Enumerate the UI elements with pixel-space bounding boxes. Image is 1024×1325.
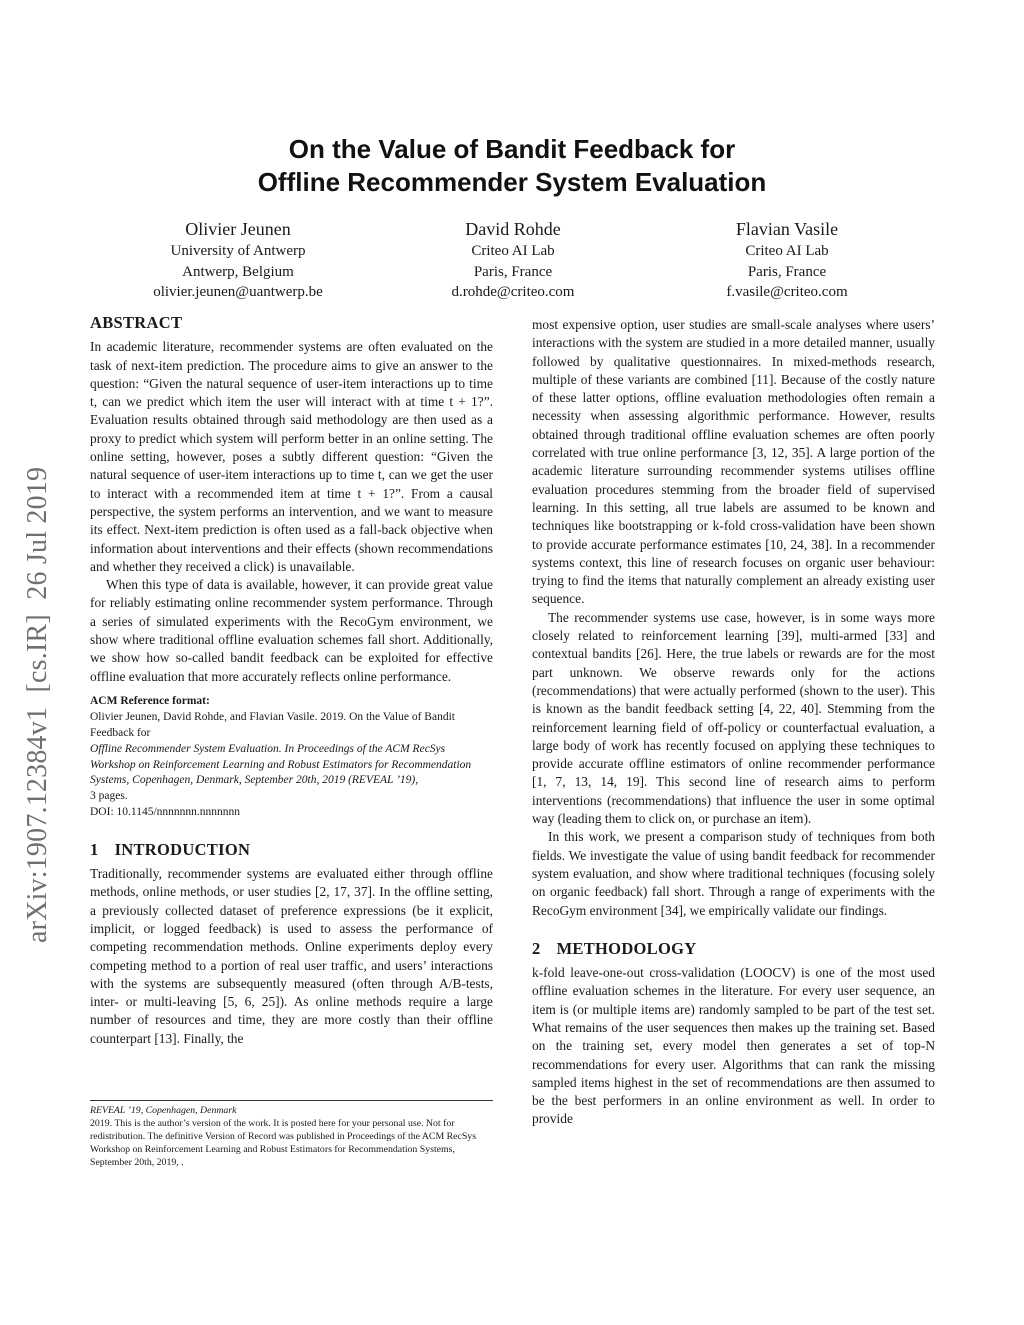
section-number: 1 — [90, 839, 99, 859]
acm-reference-doi[interactable]: DOI: 10.1145/nnnnnnn.nnnnnnn — [90, 806, 241, 819]
author-name: Olivier Jeunen — [185, 219, 291, 239]
author-location: Paris, France — [473, 263, 553, 280]
arxiv-stamp: arXiv:1907.12384v1 [cs.IR] 26 Jul 2019 — [22, 466, 53, 943]
footnote-text: 2019. This is the author’s version of the work. It is posted here for your personal use. Not for redistribution. The definitive Version of Record was published in Proceedings of the ACM RecSys Workshop on Reinforcement Learning and Robust Estimators for Recommendation Systems, September 20th, 2019, . — [90, 1118, 477, 1168]
author-email[interactable]: d.rohde@criteo.com — [451, 284, 575, 300]
author-block-3 — [647, 217, 927, 303]
author-block-2 — [373, 217, 653, 303]
left-column — [90, 314, 493, 1048]
right-paragraph-3: In this work, we present a comparison study of techniques from both fields. We investigate the value of using bandit feedback for recommender system evaluation, and show where traditional techniques (focusing solely on organic feedback) fall short. Through a range of experiments with the RecoGym environment [34], we empirically validate our findings. — [532, 829, 935, 918]
acm-reference-line-2: Offline Recommender System Evaluation. In Proceedings of the ACM RecSys Workshop on Reinforcement Learning and Robust Estimators for Recommendation Systems, Copenhagen, Denmark, September 20th, 2019 (REVEAL ’19), — [90, 742, 472, 787]
methodology-paragraph-1: k-fold leave-one-out cross-validation (LOOCV) is one of the most used offline evaluation schemes in the literature. For every user sequence, an item is (or multiple items are) randomly sampled to be part of the test set. What remains of the user sequences then makes up the training set. Based on the training set, every model then generates a set of top-N recommendations for every user. Algorithms that can rank the missing sampled items highest in the set of recommendations are then assumed to be the best performers in an online environment as well. In order to provide — [532, 965, 935, 1127]
right-paragraph-2: The recommender systems use case, however, is in some ways more closely related to reinforcement learning [39], multi-armed [33] and contextual bandits [26]. Here, the true labels or rewards are for the most part unknown. We observe rewards only for the actions (recommendations) that were actually performed (shown to the user). This is known as the bandit feedback setting [4, 22, 40]. Stemming from the reinforcement learning field of off-policy or counterfactual evaluation, a large body of work has recently focused on applying these techniques to provide accurate offline estimators of online recommender performance [1, 7, 13, 14, 19]. This second line of research aims to perform interventions (recommendations) that influence the user in some optimal way (leading them to click on, or purchase an item). — [532, 609, 935, 827]
author-name: Flavian Vasile — [735, 219, 839, 239]
author-location: Antwerp, Belgium — [182, 263, 294, 280]
title-line-2: Offline Recommender System Evaluation — [257, 167, 767, 197]
paper-title — [150, 133, 874, 199]
abstract-heading: ABSTRACT — [90, 313, 183, 332]
acm-reference-pages: 3 pages. — [90, 790, 128, 803]
section-title: INTRODUCTION — [114, 839, 251, 859]
section-spacer — [90, 821, 493, 841]
author-block-1 — [98, 217, 378, 303]
acm-reference-line-1: Olivier Jeunen, David Rohde, and Flavian Vasile. 2019. On the Value of Bandit Feedback for — [90, 711, 455, 740]
introduction-heading — [90, 841, 493, 859]
section-spacer — [532, 920, 935, 940]
author-email[interactable]: f.vasile@criteo.com — [726, 284, 848, 300]
author-affiliation: University of Antwerp — [170, 243, 306, 259]
footnote-venue: REVEAL ’19, Copenhagen, Denmark — [90, 1105, 237, 1116]
author-affiliation: Criteo AI Lab — [745, 243, 829, 259]
footnote — [90, 1100, 493, 1169]
right-column — [532, 316, 935, 1129]
title-line-1: On the Value of Bandit Feedback for — [288, 134, 736, 164]
section-number: 2 — [532, 938, 541, 958]
author-email[interactable]: olivier.jeunen@uantwerp.be — [153, 284, 323, 300]
section-title: METHODOLOGY — [556, 938, 697, 958]
acm-reference-label: ACM Reference format: — [90, 694, 210, 707]
author-location: Paris, France — [747, 263, 827, 280]
right-paragraph-1: most expensive option, user studies are small-scale analyses where users’ interactions with the system are studied in a more detailed manner, usually followed by qualitative questionnaires. In mixed-methods research, multiple of these variants are combined [11]. Because of the costly nature of these latter options, offline evaluation methodologies often remain a necessity when assessing algorithmic performance. However, results obtained through traditional offline evaluation schemes are often poorly correlated with true online performance [3, 12, 35]. A large portion of the academic literature surrounding recommender systems utilises offline evaluation procedures stemming from the broader field of supervised learning. In this setting, all true labels are assumed to be known and techniques like bootstrapping or k-fold cross-validation have been shown to provide accurate performance estimates [10, 24, 38]. In a recommender systems context, this line of research focuses on organic user behaviour: trying to find the items that naturally complement an already existing user sequence. — [532, 317, 935, 607]
author-name: David Rohde — [465, 219, 561, 239]
abstract-paragraph-1: In academic literature, recommender systems are often evaluated on the task of next-item prediction. The procedure aims to give an answer to the question: “Given the natural sequence of user-item interactions up to time t, can we predict which item the user will interact with at time t + 1?”. Evaluation results obtained through said methodology are then used as a proxy to predict which system will perform better in an online setting. The online setting, however, poses a subtly different question: “Given the natural sequence of user-item interactions up to time t, can we get the user to interact with a recommended item at time t + 1?”. From a causal perspective, the system performs an intervention, and we want to measure its effect. Next-item prediction is often used as a fall-back objective when information about interventions and their effects (shown recommendations and whether they received a click) is unavailable. — [90, 339, 493, 574]
abstract-paragraph-2: When this type of data is available, however, it can provide great value for reliably estimating online recommender system performance. Through a series of simulated experiments with the RecoGym environment, we show where traditional offline evaluation schemes fall short. Additionally, we show how so-called bandit feedback can be exploited for effective offline evaluation that more accurately reflects online performance. — [90, 577, 493, 684]
methodology-heading — [532, 940, 935, 958]
introduction-paragraph-1: Traditionally, recommender systems are evaluated either through offline methods, online methods, or user studies [2, 17, 37]. In the offline setting, a previously collected dataset of preference expressions (be it explicit, implicit, or logged feedback) is used to assess the performance of competing recommendation methods. Online experiments deploy every competing method to a portion of real user traffic, and users’ interactions with the systems are subsequently measured (often through A/B-tests, inter- or multi-leaving [5, 6, 25]). As online methods require a large number of resources and time, they are more costly than their offline counterpart [13]. Finally, the — [90, 866, 493, 1046]
author-affiliation: Criteo AI Lab — [471, 243, 555, 259]
